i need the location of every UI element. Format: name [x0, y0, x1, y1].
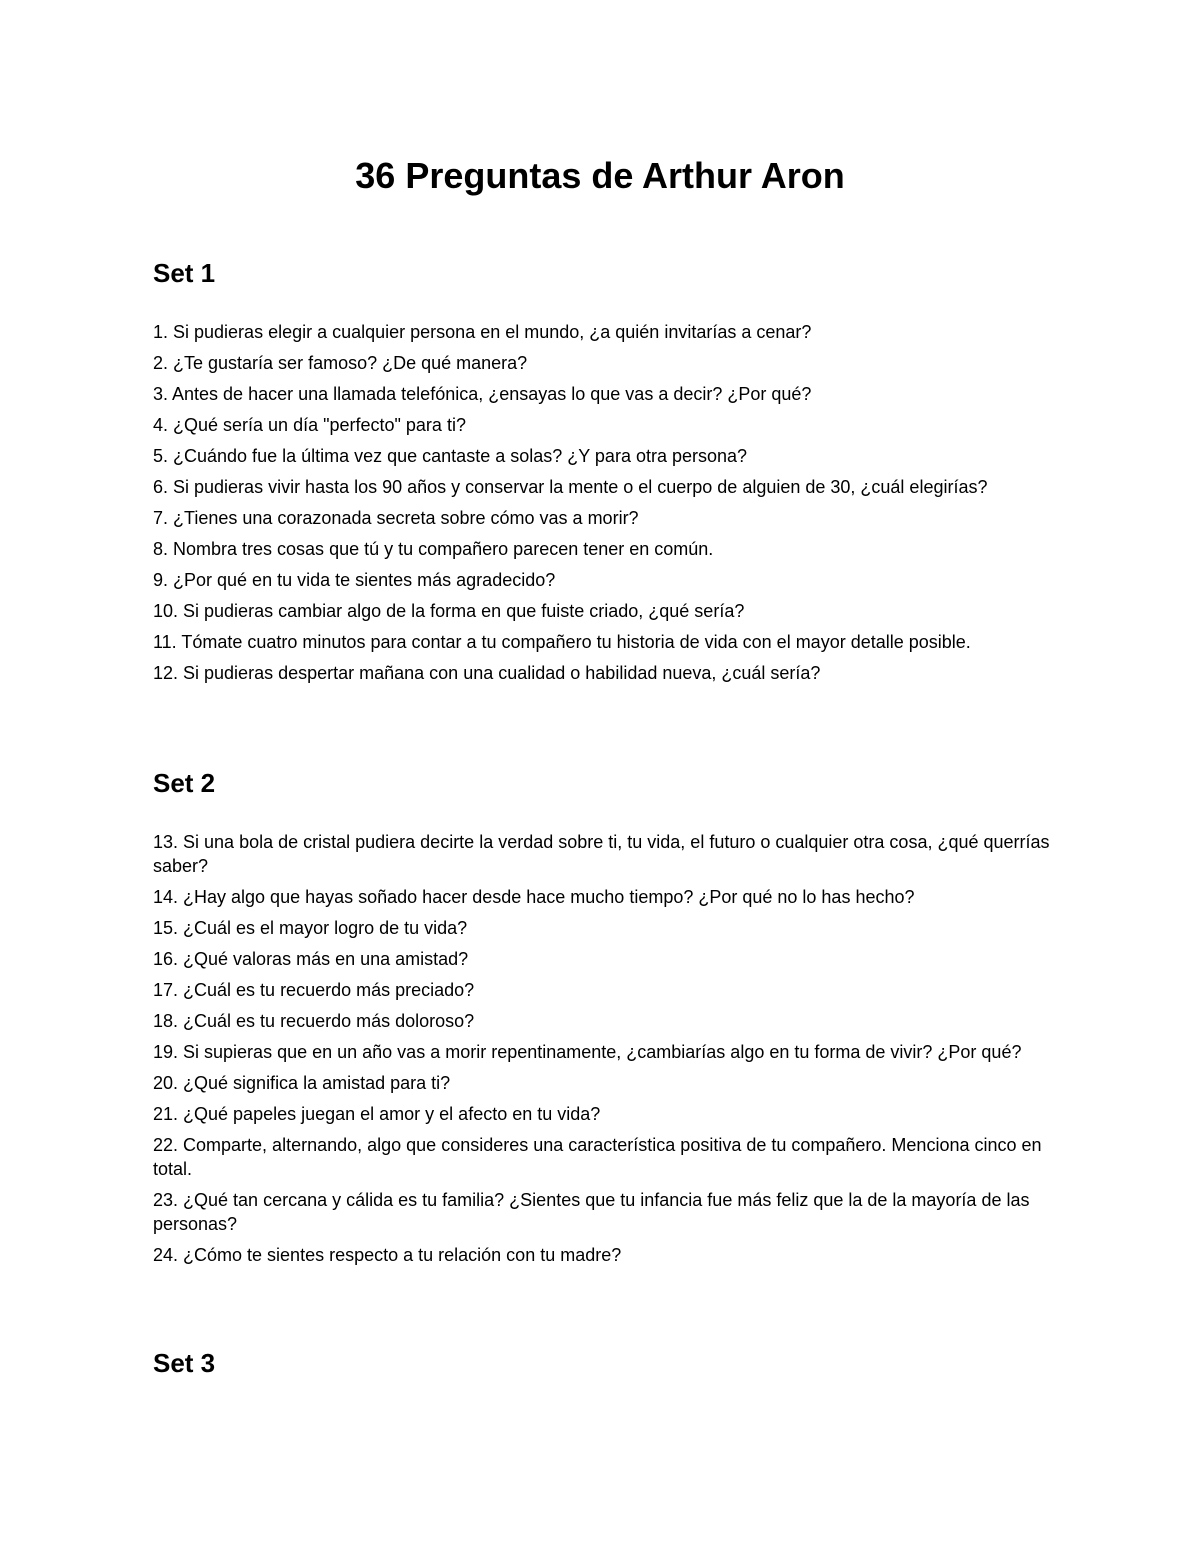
set-1-question-list [153, 320, 1053, 692]
question-7: 7. ¿Tienes una corazonada secreta sobre cómo vas a morir? [153, 508, 639, 528]
question-21: 21. ¿Qué papeles juegan el amor y el afecto en tu vida? [153, 1104, 601, 1124]
question-13: 13. Si una bola de cristal pudiera decirte la verdad sobre ti, tu vida, el futuro o cualquier otra cosa, ¿qué querrías saber? [153, 832, 1050, 876]
question-14: 14. ¿Hay algo que hayas soñado hacer desde hace mucho tiempo? ¿Por qué no lo has hecho? [153, 887, 915, 907]
question-12: 12. Si pudieras despertar mañana con una cualidad o habilidad nueva, ¿cuál sería? [153, 663, 821, 683]
question-18: 18. ¿Cuál es tu recuerdo más doloroso? [153, 1011, 475, 1031]
question-4: 4. ¿Qué sería un día "perfecto" para ti? [153, 415, 466, 435]
question-2: 2. ¿Te gustaría ser famoso? ¿De qué manera? [153, 353, 528, 373]
set-1-heading: Set 1 [153, 258, 216, 288]
question-11: 11. Tómate cuatro minutos para contar a tu compañero tu historia de vida con el mayor detalle posible. [153, 632, 971, 652]
question-3: 3. Antes de hacer una llamada telefónica, ¿ensayas lo que vas a decir? ¿Por qué? [153, 384, 812, 404]
question-24: 24. ¿Cómo te sientes respecto a tu relación con tu madre? [153, 1245, 622, 1265]
question-1: 1. Si pudieras elegir a cualquier persona en el mundo, ¿a quién invitarías a cenar? [153, 322, 812, 342]
set-2-heading: Set 2 [153, 768, 216, 798]
question-20: 20. ¿Qué significa la amistad para ti? [153, 1073, 451, 1093]
question-19: 19. Si supieras que en un año vas a morir repentinamente, ¿cambiarías algo en tu forma de vivir? ¿Por qué? [153, 1042, 1022, 1062]
question-17: 17. ¿Cuál es tu recuerdo más preciado? [153, 980, 475, 1000]
question-9: 9. ¿Por qué en tu vida te sientes más agradecido? [153, 570, 556, 590]
page-title: 36 Preguntas de Arthur Aron [355, 155, 845, 196]
question-10: 10. Si pudieras cambiar algo de la forma en que fuiste criado, ¿qué sería? [153, 601, 745, 621]
set-3-heading: Set 3 [153, 1348, 216, 1378]
question-23: 23. ¿Qué tan cercana y cálida es tu familia? ¿Sientes que tu infancia fue más feliz que la de la mayoría de las personas? [153, 1190, 1030, 1234]
question-6: 6. Si pudieras vivir hasta los 90 años y conservar la mente o el cuerpo de alguien de 30, ¿cuál elegirías? [153, 477, 988, 497]
question-15: 15. ¿Cuál es el mayor logro de tu vida? [153, 918, 468, 938]
question-8: 8. Nombra tres cosas que tú y tu compañero parecen tener en común. [153, 539, 714, 559]
question-22: 22. Comparte, alternando, algo que consideres una característica positiva de tu compañero. Menciona cinco en total. [153, 1135, 1042, 1179]
question-5: 5. ¿Cuándo fue la última vez que cantaste a solas? ¿Y para otra persona? [153, 446, 748, 466]
set-2-question-list [153, 830, 1053, 1274]
question-16: 16. ¿Qué valoras más en una amistad? [153, 949, 469, 969]
